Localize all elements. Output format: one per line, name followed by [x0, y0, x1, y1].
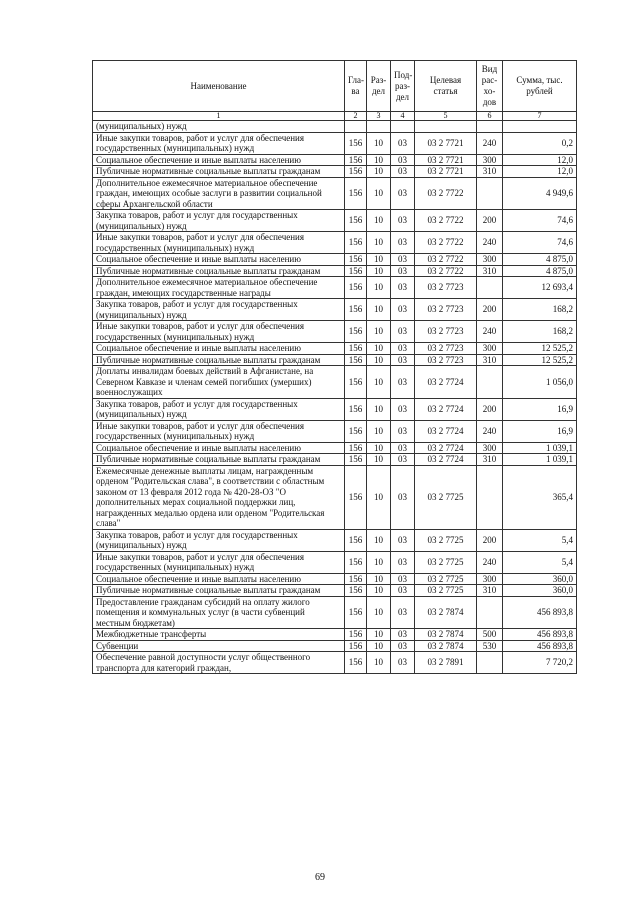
- cell-razdel: 10: [367, 465, 391, 529]
- cell-name: Дополнительное ежемесячное материальное обеспечение граждан, имеющих особые заслуги в развитии социальной сферы Архангельской области: [93, 177, 345, 210]
- header-glava: Гла-ва: [345, 61, 367, 112]
- cell-razdel: 10: [367, 640, 391, 652]
- cell-glava: 156: [345, 254, 367, 266]
- cell-name: Социальное обеспечение и иные выплаты населению: [93, 154, 345, 166]
- table-row: [93, 177, 577, 210]
- cell-sum: 456 893,8: [503, 640, 577, 652]
- cell-sum: 4 949,6: [503, 177, 577, 210]
- cell-razdel: 10: [367, 551, 391, 573]
- cell-podrazdel: 03: [391, 551, 415, 573]
- table-row: [93, 343, 577, 355]
- table-row: [93, 442, 577, 454]
- cell-podrazdel: 03: [391, 132, 415, 154]
- table-row: [93, 354, 577, 366]
- cell-sum: 4 875,0: [503, 254, 577, 266]
- table-row: [93, 454, 577, 466]
- cell-target: 03 2 7722: [415, 232, 477, 254]
- cell-sum: [503, 121, 577, 133]
- cell-name: Публичные нормативные социальные выплаты гражданам: [93, 166, 345, 178]
- cell-glava: 156: [345, 166, 367, 178]
- cell-name: Социальное обеспечение и иные выплаты населению: [93, 442, 345, 454]
- cell-podrazdel: 03: [391, 254, 415, 266]
- cell-sum: 365,4: [503, 465, 577, 529]
- cell-target: 03 2 7725: [415, 573, 477, 585]
- cell-vid: 310: [477, 585, 503, 597]
- table-row: [93, 299, 577, 321]
- table-header: [93, 61, 577, 121]
- column-number: 3: [367, 112, 391, 121]
- cell-glava: 156: [345, 321, 367, 343]
- cell-vid: 240: [477, 420, 503, 442]
- cell-target: 03 2 7725: [415, 551, 477, 573]
- cell-sum: 360,0: [503, 573, 577, 585]
- cell-razdel: 10: [367, 343, 391, 355]
- cell-sum: 12 525,2: [503, 343, 577, 355]
- cell-podrazdel: 03: [391, 585, 415, 597]
- cell-vid: [477, 465, 503, 529]
- cell-podrazdel: [391, 121, 415, 133]
- cell-glava: 156: [345, 442, 367, 454]
- cell-name: Социальное обеспечение и иные выплаты населению: [93, 573, 345, 585]
- table-row: [93, 398, 577, 420]
- column-number: 2: [345, 112, 367, 121]
- cell-vid: [477, 277, 503, 299]
- cell-name: Закупка товаров, работ и услуг для государственных (муниципальных) нужд: [93, 210, 345, 232]
- cell-razdel: 10: [367, 366, 391, 399]
- cell-razdel: 10: [367, 585, 391, 597]
- cell-vid: 300: [477, 254, 503, 266]
- cell-podrazdel: 03: [391, 299, 415, 321]
- cell-glava: 156: [345, 420, 367, 442]
- header-vid: Вид рас-хо-дов: [477, 61, 503, 112]
- cell-target: 03 2 7724: [415, 420, 477, 442]
- cell-sum: 456 893,8: [503, 596, 577, 629]
- table-row: [93, 640, 577, 652]
- table-row: [93, 277, 577, 299]
- cell-target: 03 2 7724: [415, 442, 477, 454]
- cell-name: Иные закупки товаров, работ и услуг для обеспечения государственных (муниципальных) нужд: [93, 420, 345, 442]
- cell-sum: 12 693,4: [503, 277, 577, 299]
- cell-razdel: 10: [367, 177, 391, 210]
- cell-target: [415, 121, 477, 133]
- cell-vid: 310: [477, 265, 503, 277]
- cell-podrazdel: 03: [391, 420, 415, 442]
- table-row: [93, 265, 577, 277]
- cell-vid: [477, 596, 503, 629]
- header-razdel: Раз-дел: [367, 61, 391, 112]
- table-row: [93, 573, 577, 585]
- cell-razdel: 10: [367, 265, 391, 277]
- cell-vid: 310: [477, 454, 503, 466]
- table-row: [93, 132, 577, 154]
- cell-glava: 156: [345, 277, 367, 299]
- cell-target: 03 2 7722: [415, 254, 477, 266]
- cell-target: 03 2 7722: [415, 265, 477, 277]
- cell-target: 03 2 7722: [415, 210, 477, 232]
- cell-sum: 7 720,2: [503, 652, 577, 674]
- cell-glava: 156: [345, 573, 367, 585]
- cell-podrazdel: 03: [391, 596, 415, 629]
- cell-vid: 200: [477, 210, 503, 232]
- cell-glava: 156: [345, 398, 367, 420]
- cell-podrazdel: 03: [391, 442, 415, 454]
- header-sum: Сумма, тыс. рублей: [503, 61, 577, 112]
- cell-sum: 1 056,0: [503, 366, 577, 399]
- cell-sum: 5,4: [503, 551, 577, 573]
- cell-razdel: 10: [367, 132, 391, 154]
- cell-target: 03 2 7724: [415, 398, 477, 420]
- cell-sum: 456 893,8: [503, 629, 577, 641]
- cell-sum: 12,0: [503, 154, 577, 166]
- cell-podrazdel: 03: [391, 232, 415, 254]
- cell-name: Иные закупки товаров, работ и услуг для обеспечения государственных (муниципальных) нужд: [93, 232, 345, 254]
- cell-glava: 156: [345, 465, 367, 529]
- cell-sum: 12 525,2: [503, 354, 577, 366]
- cell-sum: 16,9: [503, 398, 577, 420]
- cell-target: 03 2 7721: [415, 166, 477, 178]
- cell-razdel: 10: [367, 529, 391, 551]
- cell-razdel: 10: [367, 454, 391, 466]
- cell-vid: [477, 366, 503, 399]
- cell-name: Доплаты инвалидам боевых действий в Афганистане, на Северном Кавказе и членам семей погибших (умерших) военнослужащих: [93, 366, 345, 399]
- cell-sum: 1 039,1: [503, 454, 577, 466]
- cell-glava: 156: [345, 299, 367, 321]
- cell-name: Публичные нормативные социальные выплаты гражданам: [93, 585, 345, 597]
- cell-sum: 74,6: [503, 210, 577, 232]
- table-row: [93, 585, 577, 597]
- cell-glava: 156: [345, 366, 367, 399]
- cell-razdel: 10: [367, 420, 391, 442]
- cell-target: 03 2 7725: [415, 529, 477, 551]
- cell-target: 03 2 7723: [415, 354, 477, 366]
- cell-name: Предоставление гражданам субсидий на оплату жилого помещения и коммунальных услуг (в части субвенций местным бюджетам): [93, 596, 345, 629]
- cell-razdel: 10: [367, 596, 391, 629]
- cell-name: Иные закупки товаров, работ и услуг для обеспечения государственных (муниципальных) нужд: [93, 551, 345, 573]
- cell-glava: 156: [345, 596, 367, 629]
- cell-razdel: 10: [367, 299, 391, 321]
- table-row: [93, 232, 577, 254]
- cell-podrazdel: 03: [391, 573, 415, 585]
- cell-podrazdel: 03: [391, 629, 415, 641]
- cell-razdel: 10: [367, 652, 391, 674]
- cell-podrazdel: 03: [391, 343, 415, 355]
- cell-name: Социальное обеспечение и иные выплаты населению: [93, 343, 345, 355]
- cell-sum: 1 039,1: [503, 442, 577, 454]
- table-row: [93, 121, 577, 133]
- cell-glava: 156: [345, 343, 367, 355]
- cell-sum: 4 875,0: [503, 265, 577, 277]
- cell-vid: 300: [477, 343, 503, 355]
- cell-glava: 156: [345, 154, 367, 166]
- cell-glava: 156: [345, 454, 367, 466]
- header-target: Целевая статья: [415, 61, 477, 112]
- cell-sum: 0,2: [503, 132, 577, 154]
- cell-name: Обеспечение равной доступности услуг общественного транспорта для категорий граждан,: [93, 652, 345, 674]
- table-body: [93, 121, 577, 674]
- cell-target: 03 2 7891: [415, 652, 477, 674]
- cell-glava: 156: [345, 529, 367, 551]
- cell-razdel: 10: [367, 277, 391, 299]
- cell-podrazdel: 03: [391, 154, 415, 166]
- cell-podrazdel: 03: [391, 277, 415, 299]
- page-number: 69: [315, 872, 325, 883]
- cell-name: Иные закупки товаров, работ и услуг для обеспечения государственных (муниципальных) нужд: [93, 132, 345, 154]
- cell-glava: 156: [345, 210, 367, 232]
- cell-name: Иные закупки товаров, работ и услуг для обеспечения государственных (муниципальных) нужд: [93, 321, 345, 343]
- cell-vid: 240: [477, 551, 503, 573]
- table-row: [93, 210, 577, 232]
- cell-vid: 310: [477, 166, 503, 178]
- cell-sum: 360,0: [503, 585, 577, 597]
- cell-vid: [477, 652, 503, 674]
- cell-target: 03 2 7874: [415, 629, 477, 641]
- cell-vid: [477, 121, 503, 133]
- cell-podrazdel: 03: [391, 265, 415, 277]
- cell-razdel: 10: [367, 398, 391, 420]
- cell-podrazdel: 03: [391, 529, 415, 551]
- cell-name: (муниципальных) нужд: [93, 121, 345, 133]
- cell-glava: 156: [345, 585, 367, 597]
- cell-sum: 16,9: [503, 420, 577, 442]
- cell-vid: [477, 177, 503, 210]
- table-row: [93, 652, 577, 674]
- cell-glava: 156: [345, 354, 367, 366]
- column-number: 4: [391, 112, 415, 121]
- column-number-row: [93, 112, 577, 121]
- cell-razdel: 10: [367, 629, 391, 641]
- table-row: [93, 166, 577, 178]
- cell-vid: 530: [477, 640, 503, 652]
- cell-glava: 156: [345, 132, 367, 154]
- cell-vid: 240: [477, 321, 503, 343]
- header-row: [93, 61, 577, 112]
- column-number: 6: [477, 112, 503, 121]
- cell-vid: 300: [477, 442, 503, 454]
- cell-vid: 200: [477, 299, 503, 321]
- table-row: [93, 551, 577, 573]
- cell-vid: 300: [477, 154, 503, 166]
- table-row: [93, 154, 577, 166]
- table-row: [93, 366, 577, 399]
- cell-podrazdel: 03: [391, 210, 415, 232]
- cell-vid: 240: [477, 232, 503, 254]
- cell-target: 03 2 7725: [415, 585, 477, 597]
- cell-podrazdel: 03: [391, 177, 415, 210]
- cell-podrazdel: 03: [391, 354, 415, 366]
- cell-target: 03 2 7874: [415, 596, 477, 629]
- header-name: Наименование: [93, 61, 345, 112]
- cell-name: Публичные нормативные социальные выплаты гражданам: [93, 454, 345, 466]
- cell-name: Публичные нормативные социальные выплаты гражданам: [93, 265, 345, 277]
- cell-razdel: 10: [367, 166, 391, 178]
- cell-name: Закупка товаров, работ и услуг для государственных (муниципальных) нужд: [93, 529, 345, 551]
- cell-target: 03 2 7723: [415, 277, 477, 299]
- cell-razdel: 10: [367, 154, 391, 166]
- cell-glava: 156: [345, 232, 367, 254]
- cell-glava: [345, 121, 367, 133]
- cell-target: 03 2 7723: [415, 321, 477, 343]
- cell-sum: 12,0: [503, 166, 577, 178]
- table-row: [93, 529, 577, 551]
- cell-sum: 168,2: [503, 321, 577, 343]
- column-number: 5: [415, 112, 477, 121]
- cell-target: 03 2 7724: [415, 366, 477, 399]
- table-row: [93, 596, 577, 629]
- cell-target: 03 2 7721: [415, 132, 477, 154]
- cell-name: Субвенции: [93, 640, 345, 652]
- table-row: [93, 420, 577, 442]
- cell-target: 03 2 7722: [415, 177, 477, 210]
- cell-podrazdel: 03: [391, 321, 415, 343]
- cell-podrazdel: 03: [391, 465, 415, 529]
- cell-glava: 156: [345, 551, 367, 573]
- cell-target: 03 2 7723: [415, 343, 477, 355]
- cell-vid: 300: [477, 573, 503, 585]
- cell-target: 03 2 7721: [415, 154, 477, 166]
- cell-target: 03 2 7723: [415, 299, 477, 321]
- table-row: [93, 465, 577, 529]
- cell-name: Межбюджетные трансферты: [93, 629, 345, 641]
- cell-podrazdel: 03: [391, 366, 415, 399]
- cell-name: Ежемесячные денежные выплаты лицам, награжденным орденом "Родительская слава", в соответствии с областным законом от 13 февраля 2012 года № 420-28-ОЗ "О дополнительных мерах социальной поддержки лиц, награжденных медалью ордена или орденом "Родительская слава": [93, 465, 345, 529]
- cell-podrazdel: 03: [391, 640, 415, 652]
- cell-razdel: 10: [367, 254, 391, 266]
- cell-name: Публичные нормативные социальные выплаты гражданам: [93, 354, 345, 366]
- cell-glava: 156: [345, 265, 367, 277]
- table-row: [93, 254, 577, 266]
- cell-target: 03 2 7874: [415, 640, 477, 652]
- cell-glava: 156: [345, 177, 367, 210]
- cell-razdel: 10: [367, 321, 391, 343]
- budget-table: [92, 60, 577, 674]
- cell-glava: 156: [345, 652, 367, 674]
- cell-name: Закупка товаров, работ и услуг для государственных (муниципальных) нужд: [93, 299, 345, 321]
- cell-glava: 156: [345, 629, 367, 641]
- cell-target: 03 2 7725: [415, 465, 477, 529]
- cell-razdel: 10: [367, 232, 391, 254]
- cell-razdel: 10: [367, 210, 391, 232]
- cell-podrazdel: 03: [391, 398, 415, 420]
- column-number: 7: [503, 112, 577, 121]
- cell-razdel: 10: [367, 354, 391, 366]
- cell-name: Дополнительное ежемесячное материальное обеспечение граждан, имеющих государственные награды: [93, 277, 345, 299]
- column-number: 1: [93, 112, 345, 121]
- header-podrazdel: Под-раз-дел: [391, 61, 415, 112]
- table-row: [93, 629, 577, 641]
- cell-podrazdel: 03: [391, 652, 415, 674]
- cell-razdel: [367, 121, 391, 133]
- cell-razdel: 10: [367, 573, 391, 585]
- cell-podrazdel: 03: [391, 166, 415, 178]
- cell-vid: 500: [477, 629, 503, 641]
- table-row: [93, 321, 577, 343]
- cell-sum: 5,4: [503, 529, 577, 551]
- cell-podrazdel: 03: [391, 454, 415, 466]
- cell-name: Социальное обеспечение и иные выплаты населению: [93, 254, 345, 266]
- cell-vid: 240: [477, 132, 503, 154]
- cell-vid: 310: [477, 354, 503, 366]
- cell-name: Закупка товаров, работ и услуг для государственных (муниципальных) нужд: [93, 398, 345, 420]
- cell-sum: 168,2: [503, 299, 577, 321]
- cell-razdel: 10: [367, 442, 391, 454]
- cell-glava: 156: [345, 640, 367, 652]
- cell-vid: 200: [477, 529, 503, 551]
- cell-vid: 200: [477, 398, 503, 420]
- cell-target: 03 2 7724: [415, 454, 477, 466]
- cell-sum: 74,6: [503, 232, 577, 254]
